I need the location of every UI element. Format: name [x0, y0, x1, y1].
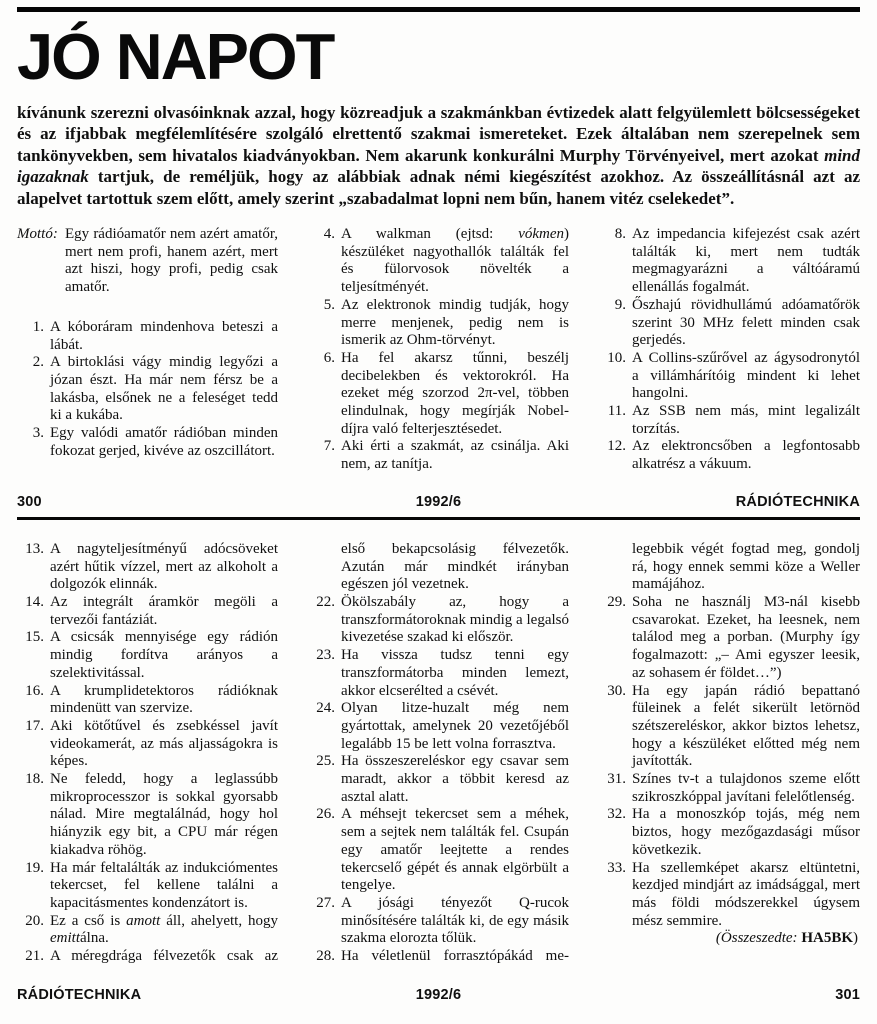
list-item — [308, 297, 569, 350]
list-item — [17, 319, 278, 354]
top-rule — [17, 7, 860, 12]
list-item — [17, 629, 278, 682]
item-number: 31. — [607, 771, 626, 788]
page-footer-bottom — [17, 987, 860, 1003]
list-item — [599, 297, 860, 350]
list-item — [599, 403, 860, 438]
item-text: első bekapcsolásig félvezetők. Azután már mindkét irányban egészen jól vezetnek. — [341, 540, 569, 593]
list-item — [308, 895, 569, 948]
list-item — [17, 425, 278, 460]
item-number — [599, 541, 632, 594]
item-text: Ökölszabály az, hogy a transzformátoroknak mindig a legalsó kivezetése szakad ki először. — [341, 593, 569, 646]
item-number: 29. — [607, 593, 626, 610]
item-text: Az impedancia kifejezést csak azért találták ki, mert nem tudták megmagyarázni a váltóáramú ellenállás fogalmát. — [632, 226, 860, 296]
item-number: 9. — [614, 296, 626, 313]
item-text: Ha összeszereléskor egy csavar sem maradt, akkor a többit keresd az asztal alatt. — [341, 753, 569, 805]
section-items-13-33 — [17, 541, 860, 966]
motto-text: Egy rádióamatőr nem azért amatőr, mert nem profi, hanem azért, mert azt hiszi, hogy profi, pedig csak amatőr. — [65, 226, 278, 296]
article-title: JÓ NAPOT — [17, 20, 334, 93]
item-number: 24. — [316, 700, 335, 717]
list-item-continues-next-column — [308, 948, 569, 966]
list-item — [17, 541, 278, 594]
list-item-continuation — [308, 541, 569, 594]
item-text: Ha véletlenül forrasztópákád me- — [341, 948, 569, 965]
item-text: Aki érti a szakmát, az csinálja. Aki nem, az tanítja. — [341, 438, 569, 473]
item-text: A kóboráram mindenhova beteszi a lábát. — [50, 318, 278, 353]
item-text: A csicsák mennyisége egy rádión mindig fordítva arányos a szelektivitással. — [50, 629, 278, 681]
item-text: Ha már feltalálták az indukciómentes tekercset, fel kellene találni a kapacitásmentes kondenzátort is. — [50, 859, 278, 911]
column-3 — [599, 541, 860, 966]
list-item — [17, 771, 278, 860]
list-item — [599, 683, 860, 772]
item-text: A méregdrága félvezetők csak az — [50, 948, 278, 965]
list-item — [599, 860, 860, 931]
list-item — [17, 718, 278, 771]
item-number: 25. — [316, 753, 335, 770]
list-item — [308, 806, 569, 895]
list-item — [308, 226, 569, 297]
item-text: Ez a cső is amott áll, ahelyett, hogy emittálna. — [50, 912, 278, 947]
item-number: 12. — [607, 438, 626, 455]
item-text: Ha egy japán rádió bepattanó füleinek a felét sikerült letörnöd szétszereléskor, akkor biztos lehetsz, hogy a készüléket előtted még nem javították. — [632, 682, 860, 770]
item-number: 27. — [316, 894, 335, 911]
motto — [17, 226, 278, 297]
item-text: Őszhajú rövidhullámú adóamatőrök szerint 30 MHz felett minden csak gerjedés. — [632, 296, 860, 349]
item-text: Ha a monoszkóp tojás, még nem biztos, hogy mezőgazdasági műsor következik. — [632, 806, 860, 858]
magazine-name: RÁDIÓTECHNIKA — [735, 493, 860, 510]
item-number: 32. — [607, 806, 626, 823]
issue-number: 1992/6 — [415, 986, 462, 1003]
item-number — [308, 541, 341, 594]
intro-paragraph: kívánunk szerezni olvasóinknak azzal, hogy közreadjuk a szakmánkban évtizedek alatt felgyülemlett bölcsességeket és az ifjabbak megfélemlítésére szolgáló elrettentő szakmai ismereteket. Ezek általában nem szerepelnek sem tankönyvekben, sem hivatalos kiadványokban. Nem akarunk konkurálni Murphy Törvényeivel, mert azokat mind igazaknak tartjuk, de reméljük, hogy az alábbiak adnak némi kiegészítést azokhoz. Az összeállításnál azt az alapelvet tartottuk szem előtt, amely szerint „szabadalmat lopni nem bűn, hanem vitéz cselekedet”. — [17, 103, 860, 208]
magazine-name: RÁDIÓTECHNIKA — [17, 986, 142, 1003]
item-number: 28. — [316, 948, 335, 965]
item-number: 23. — [316, 647, 335, 664]
column-1 — [17, 541, 278, 966]
item-text: Ha vissza tudsz tenni egy transzformátorba minden lemezt, akkor elcserélted a csévét. — [341, 647, 569, 699]
page-footer-top — [17, 494, 860, 510]
item-text: Ha szellemképet akarsz eltüntetni, kezdjed mindjárt az imádsággal, mert más földi módszerekkel úgysem mész semmire. — [632, 859, 860, 929]
item-text: Egy valódi amatőr rádióban minden fokozat gerjed, kivéve az oszcillátort. — [50, 425, 278, 459]
item-number: 6. — [323, 349, 335, 366]
item-text: Az elektroncsőben a legfontosabb alkatrész a vákuum. — [632, 438, 860, 473]
item-number: 5. — [323, 296, 335, 313]
item-number: 33. — [607, 859, 626, 876]
list-item — [599, 771, 860, 806]
item-text: Az SSB nem más, mint legalizált torzítás. — [632, 403, 860, 437]
item-number: 11. — [607, 403, 626, 420]
item-number: 16. — [25, 682, 44, 699]
column-1 — [17, 226, 278, 474]
item-text: Színes tv-t a tulajdonos szeme előtt szikroszkóppal javítani felelőtlenség. — [632, 771, 860, 805]
item-number: 17. — [25, 717, 44, 734]
item-text: Ha fel akarsz tűnni, beszélj decibelekben és vektorokról. Ha ezeket még szorzod 2π-vel, többen elindulnak, hogy megírják Nobel-díjra való felterjesztésedet. — [341, 349, 569, 437]
page-number: 300 — [17, 493, 42, 510]
item-number: 19. — [25, 859, 44, 876]
list-item — [308, 700, 569, 753]
item-number: 2. — [32, 354, 44, 371]
item-number: 7. — [323, 438, 335, 455]
item-text: Ne feledd, hogy a leglassúbb mikroprocesszor is sokkal gyorsabb nálad. Mire megtalálnád, hogy hol hiányzik egy bit, a CPU már régen kiakadva röhög. — [50, 771, 278, 858]
list-item — [17, 594, 278, 629]
section-items-1-12 — [17, 226, 860, 474]
item-text: Aki kötőtűvel és zsebkéssel javít videokamerát, az más aljasságokra is képes. — [50, 717, 278, 770]
list-item-continuation — [599, 541, 860, 594]
item-number: 30. — [607, 682, 626, 699]
item-text: A krumplidetektoros rádióknak mindenütt van szervize. — [50, 682, 278, 717]
item-number: 22. — [316, 593, 335, 610]
item-text: legebbik végét fogtad meg, gondolj rá, hogy ennek semmi köze a Weller mamájához. — [632, 540, 860, 593]
list-item — [308, 753, 569, 806]
list-item — [308, 350, 569, 439]
item-number: 14. — [25, 593, 44, 610]
list-item — [308, 647, 569, 700]
section-divider-rule — [17, 517, 860, 520]
item-text: A jósági tényezőt Q-rucok minősítésére találták ki, de egy másik szakma elorozta tőlük. — [341, 894, 569, 947]
issue-number: 1992/6 — [415, 493, 462, 510]
item-text: A walkman (ejtsd: vókmen) készüléket nagyothallók találták fel és fülorvosok növelték a teljesítményét. — [341, 226, 569, 296]
list-item — [308, 438, 569, 473]
list-item — [599, 594, 860, 683]
item-number: 15. — [25, 629, 44, 646]
list-item — [599, 350, 860, 403]
list-item — [17, 354, 278, 425]
item-text: A nagyteljesítményű adócsöveket azért hűtik vízzel, mert az alkoholt a dolgozók elinnák. — [50, 540, 278, 593]
item-text: A birtoklási vágy mindig legyőzi a józan észt. Ha már nem férsz be a lakásba, elsőnek ne a feleséget tedd ki a kukába. — [50, 354, 278, 424]
page-number: 301 — [835, 986, 860, 1003]
list-item — [308, 594, 569, 647]
item-text: Az elektronok mindig tudják, hogy merre menjenek, pedig nem is ismerik az Ohm-törvényt. — [341, 296, 569, 349]
list-item — [599, 226, 860, 297]
list-item — [599, 438, 860, 473]
motto-label: Mottó: — [17, 226, 58, 243]
item-number: 18. — [25, 771, 44, 788]
item-number: 8. — [614, 226, 626, 243]
item-number: 13. — [25, 540, 44, 557]
item-number: 1. — [32, 318, 44, 335]
item-number: 20. — [25, 912, 44, 929]
item-text: Az integrált áramkör megöli a tervezői fantáziát. — [50, 593, 278, 628]
list-item-continues-next-column — [17, 948, 278, 966]
list-item — [17, 683, 278, 718]
item-number: 26. — [316, 806, 335, 823]
item-number: 3. — [32, 425, 44, 442]
column-2 — [308, 541, 569, 966]
item-number: 10. — [607, 349, 626, 366]
item-text: Olyan litze-huzalt még nem gyártottak, amelynek 20 vezetőjéből legalább 15 be lett volna forrasztva. — [341, 700, 569, 752]
list-item — [17, 860, 278, 913]
item-number: 4. — [323, 226, 335, 243]
item-text: A méhsejt tekercset sem a méhek, sem a sejtek nem találták fel. Csupán egy amatőr leejtette a rendes tekercselő gépét és annak elgörbült a tengelye. — [341, 806, 569, 894]
column-3 — [599, 226, 860, 474]
item-number: 21. — [25, 948, 44, 965]
item-text: Soha ne használj M3-nál kisebb csavarokat. Ezeket, ha leesnek, nem találod meg a porban. (Murphy így fogalmazott: „– Ami egyszer leesik, az sohasem ér földet…”) — [632, 593, 860, 681]
item-text: A Collins-szűrővel az ágysodronytól a villámhárítóig mindent ki lehet hangolni. — [632, 349, 860, 402]
list-item — [17, 913, 278, 948]
collector-byline: (Összeszedte: HA5BK) — [715, 930, 858, 947]
column-2 — [308, 226, 569, 474]
list-item — [599, 806, 860, 859]
